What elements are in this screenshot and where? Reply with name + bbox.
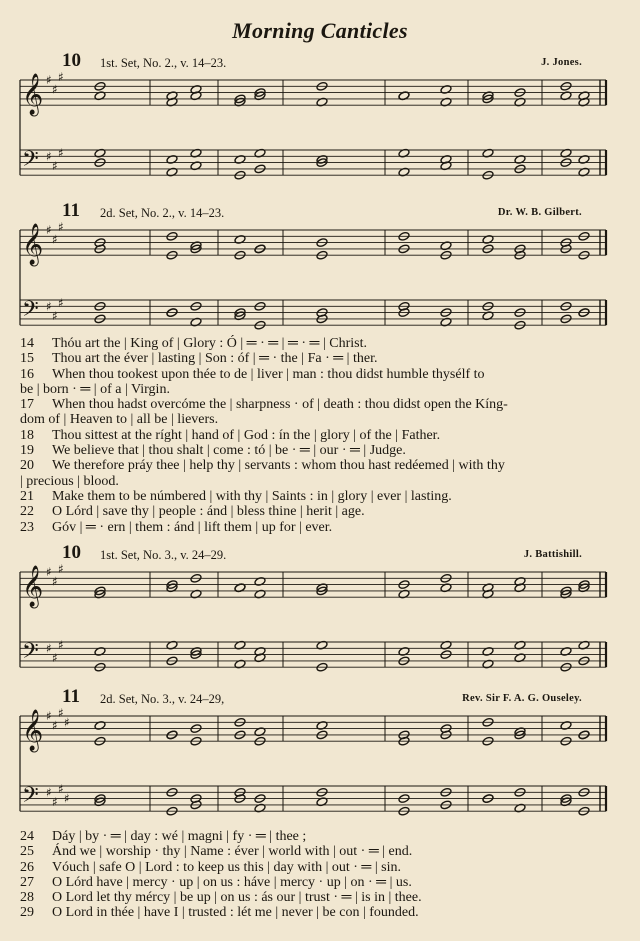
- verse-text: Thou art the éver | lasting | Son : óf | ═ · the | Fa · ═ | ther.: [52, 351, 378, 367]
- sharp-icon: ♯: [46, 641, 52, 656]
- verse-number: 14: [20, 336, 34, 351]
- verse-line: [20, 367, 612, 398]
- chant-number: 10: [62, 542, 81, 563]
- verse-number: 27: [20, 874, 34, 890]
- chant-number: 11: [62, 200, 80, 221]
- verse-line: [20, 443, 612, 458]
- sharp-icon: ♯: [46, 709, 52, 723]
- verse-text: Thou sittest at the ríght | hand of | God : ín the | glory | of the | Father.: [52, 427, 441, 443]
- sharp-icon: ♯: [46, 565, 52, 579]
- sharp-icon: ♯: [58, 782, 64, 797]
- verse-text: When thou tookest upon thée to de | liver | man : thou didst humble thysélf to: [52, 366, 485, 382]
- sharp-icon: ♯: [46, 223, 52, 237]
- verse-text: Góv | ═ · ern | them : ánd | lift them | up for | ever.: [52, 519, 333, 535]
- treble-clef-icon: 𝄞: [22, 566, 44, 607]
- verse-text: Ánd we | worship · thy | Name : éver | world with | out · ═ | end.: [52, 844, 413, 860]
- chant-number: 10: [62, 50, 81, 71]
- verse-line: [20, 860, 612, 875]
- verse-number: 21: [20, 488, 34, 504]
- bass-clef-icon: 𝄢: [22, 783, 39, 813]
- sharp-icon: ♯: [52, 794, 58, 809]
- verse-text: O Lord in thée | have I | trusted : lét me | never | be con | founded.: [52, 905, 419, 921]
- music-score: [0, 69, 640, 192]
- bass-clef-icon: 𝄢: [22, 297, 39, 327]
- chant-set: 1st. Set, No. 2., v. 14–23.: [100, 56, 227, 70]
- sharp-icon: ♯: [58, 561, 64, 576]
- chant-set: 2d. Set, No. 2., v. 14–23.: [100, 206, 225, 220]
- sharp-icon: ♯: [52, 158, 58, 173]
- chant-composer: Dr. W. B. Gilbert.: [497, 207, 582, 218]
- sharp-icon: ♯: [64, 715, 70, 730]
- verse-number: 25: [20, 844, 34, 860]
- verse-number: 23: [20, 519, 34, 535]
- chant-composer: J. Jones.: [541, 57, 582, 68]
- verse-text: We therefore práy thee | help thy | servants : whom thou hast redéemed | with thy: [52, 458, 505, 474]
- sharp-icon: ♯: [58, 296, 64, 311]
- verse-number: 16: [20, 366, 34, 382]
- verse-number: 18: [20, 427, 34, 443]
- music-score: [0, 219, 640, 340]
- sharp-icon: ♯: [58, 219, 64, 234]
- sharp-icon: ♯: [52, 574, 58, 589]
- sharp-icon: ♯: [58, 69, 64, 84]
- verse-text: Thóu art the | King of | Glory : Ó | ═ · ═ | ═ · ═ | Christ.: [52, 336, 367, 351]
- verse-number: 24: [20, 829, 34, 844]
- verse-line: [20, 336, 612, 351]
- verses-block: [20, 829, 612, 921]
- verse-line: [20, 520, 612, 535]
- sharp-icon: ♯: [46, 299, 52, 314]
- chant-heading: [0, 202, 640, 222]
- sharp-icon: ♯: [52, 718, 58, 733]
- sharp-icon: ♯: [58, 705, 64, 720]
- verse-continuation: dom of | Heaven to | all be | lievers.: [20, 412, 219, 428]
- verse-continuation: be | born · ═ | of a | Virgin.: [20, 381, 170, 397]
- verse-line: [20, 875, 612, 890]
- chant-set: 2d. Set, No. 3., v. 24–29,: [100, 692, 225, 706]
- bass-clef-icon: 𝄢: [22, 147, 39, 177]
- sharp-icon: ♯: [52, 232, 58, 247]
- verse-text: O Lórd have | mercy · up | on us : háve | mercy · up | on · ═ | us.: [52, 874, 412, 890]
- verse-text: O Lórd | save thy | people : ánd | bless thine | herit | age.: [52, 504, 365, 520]
- verse-number: 19: [20, 443, 34, 459]
- chant-heading: [0, 52, 640, 72]
- verse-number: 29: [20, 905, 34, 921]
- verse-line: [20, 428, 612, 443]
- verses-block: [20, 336, 612, 535]
- music-score: [0, 705, 640, 828]
- verse-number: 28: [20, 890, 34, 906]
- sharp-icon: ♯: [52, 650, 58, 665]
- sharp-icon: ♯: [52, 308, 58, 323]
- chant-heading: [0, 544, 640, 564]
- verse-line: [20, 351, 612, 366]
- sharp-icon: ♯: [46, 785, 52, 800]
- verse-text: O Lord let thy mércy | be up | on us : ás our | trust · ═ | is in | thee.: [52, 890, 422, 906]
- chant-heading: [0, 688, 640, 708]
- verse-number: 17: [20, 397, 34, 413]
- sharp-icon: ♯: [58, 146, 64, 161]
- verse-text: Dáy | by · ═ | day : wé | magni | fy · ═ | thee ;: [52, 829, 307, 844]
- verse-line: [20, 489, 612, 504]
- treble-clef-icon: 𝄞: [22, 224, 44, 265]
- verse-text: We believe that | thou shalt | come : tó | be · ═ | our · ═ | Judge.: [52, 443, 406, 459]
- sharp-icon: ♯: [64, 791, 70, 806]
- chant-composer: J. Battishill.: [523, 549, 582, 560]
- verse-line: [20, 905, 612, 920]
- bass-clef-icon: 𝄢: [22, 639, 39, 669]
- verse-number: 15: [20, 351, 34, 367]
- chant-composer: Rev. Sir F. A. G. Ouseley.: [462, 693, 582, 704]
- verse-text: Make them to be númbered | with thy | Saints : in | glory | ever | lasting.: [52, 488, 452, 504]
- verse-line: [20, 397, 612, 428]
- verse-line: [20, 458, 612, 489]
- verse-line: [20, 890, 612, 905]
- verse-number: 22: [20, 504, 34, 520]
- page-title: Morning Canticles: [232, 18, 408, 43]
- verse-continuation: | precious | blood.: [20, 473, 119, 489]
- verse-line: [20, 829, 612, 844]
- verse-number: 26: [20, 859, 34, 875]
- sharp-icon: ♯: [58, 638, 64, 653]
- verse-line: [20, 504, 612, 519]
- verse-line: [20, 844, 612, 859]
- sharp-icon: ♯: [46, 149, 52, 164]
- music-score: [0, 561, 640, 684]
- sharp-icon: ♯: [46, 73, 52, 87]
- verse-number: 20: [20, 458, 34, 474]
- chant-number: 11: [62, 686, 80, 707]
- treble-clef-icon: 𝄞: [22, 710, 44, 751]
- treble-clef-icon: 𝄞: [22, 74, 44, 115]
- chant-set: 1st. Set, No. 3., v. 24–29.: [100, 548, 227, 562]
- sharp-icon: ♯: [52, 82, 58, 97]
- verse-text: Vóuch | safe O | Lord : to keep us this | day with | out · ═ | sin.: [52, 859, 401, 875]
- verse-text: When thou hadst overcóme the | sharpness · of | death : thou didst open the Kíng-: [52, 397, 508, 413]
